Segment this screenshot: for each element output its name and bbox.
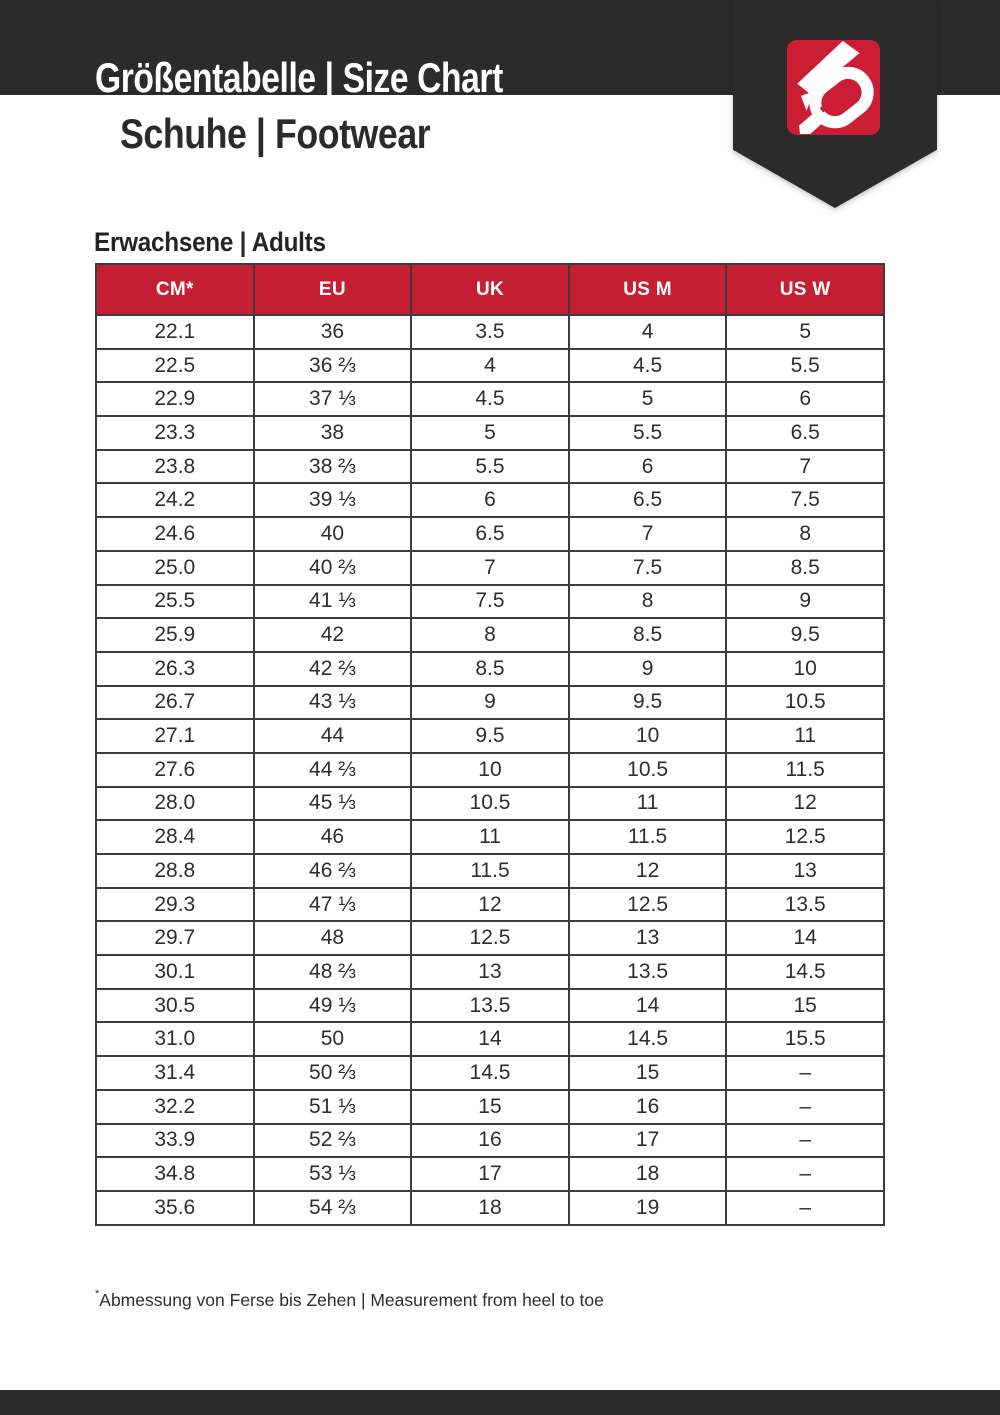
table-cell: 13.5 [569,955,727,989]
table-cell: 5 [569,382,727,416]
table-cell: 38 [254,416,412,450]
table-cell: 4 [569,315,727,349]
table-cell: 9.5 [411,719,569,753]
table-cell: 26.3 [96,652,254,686]
table-cell: 49 ⅓ [254,989,412,1023]
table-cell: 12 [569,854,727,888]
table-cell: 13 [411,955,569,989]
table-cell: 44 ⅔ [254,753,412,787]
table-cell: 6 [726,382,884,416]
table-cell: 17 [569,1124,727,1158]
table-row [96,517,884,551]
table-cell: – [726,1056,884,1090]
table-row [96,416,884,450]
table-row [96,315,884,349]
table-row [96,1157,884,1191]
table-row [96,483,884,517]
table-cell: 28.0 [96,787,254,821]
table-cell: 18 [411,1191,569,1225]
table-row [96,686,884,720]
table-cell: 4.5 [411,382,569,416]
table-cell: 9 [726,585,884,619]
table-row [96,551,884,585]
table-row [96,1022,884,1056]
table-cell: 50 [254,1022,412,1056]
table-row [96,955,884,989]
table-cell: 30.1 [96,955,254,989]
five-ten-logo-icon [787,40,880,135]
table-cell: 14 [569,989,727,1023]
table-row [96,888,884,922]
table-cell: 15 [569,1056,727,1090]
size-table [95,263,885,1226]
table-cell: 28.4 [96,820,254,854]
table-cell: 22.5 [96,349,254,383]
table-cell: 35.6 [96,1191,254,1225]
table-cell: 46 [254,820,412,854]
table-cell: 12 [726,787,884,821]
table-cell: 46 ⅔ [254,854,412,888]
table-cell: 16 [411,1124,569,1158]
table-cell: 50 ⅔ [254,1056,412,1090]
table-cell: 15 [726,989,884,1023]
table-row [96,1124,884,1158]
table-row [96,585,884,619]
table-cell: 33.9 [96,1124,254,1158]
table-cell: 6 [569,450,727,484]
table-cell: 13.5 [726,888,884,922]
page-subtitle: Schuhe | Footwear [120,110,431,157]
table-cell: 12.5 [411,921,569,955]
table-cell: 9 [569,652,727,686]
column-header: EU [254,264,412,315]
header-row [96,264,884,315]
table-cell: 5 [411,416,569,450]
table-cell: 47 ⅓ [254,888,412,922]
table-cell: 10 [411,753,569,787]
table-cell: – [726,1124,884,1158]
table-cell: 9.5 [569,686,727,720]
table-cell: 12.5 [726,820,884,854]
table-cell: 54 ⅔ [254,1191,412,1225]
table-row [96,787,884,821]
table-cell: 8.5 [411,652,569,686]
table-cell: 11.5 [569,820,727,854]
table-cell: 10 [569,719,727,753]
table-cell: 11.5 [411,854,569,888]
table-cell: 8 [569,585,727,619]
table-cell: 31.0 [96,1022,254,1056]
table-cell: 44 [254,719,412,753]
table-cell: 7.5 [726,483,884,517]
footnote-marker: * [95,1288,100,1300]
table-cell: 9 [411,686,569,720]
table-cell: 25.0 [96,551,254,585]
table-cell: 37 ⅓ [254,382,412,416]
table-cell: 23.8 [96,450,254,484]
table-cell: 5.5 [569,416,727,450]
column-header: CM* [96,264,254,315]
table-cell: 13 [569,921,727,955]
table-row [96,1191,884,1225]
table-cell: 11 [411,820,569,854]
section-heading: Erwachsene | Adults [94,227,326,257]
table-cell: – [726,1191,884,1225]
table-cell: 6.5 [726,416,884,450]
footnote-text: Abmessung von Ferse bis Zehen | Measurement from heel to toe [99,1290,604,1310]
column-header: US M [569,264,727,315]
table-cell: 25.9 [96,618,254,652]
table-cell: 14 [726,921,884,955]
table-cell: 4.5 [569,349,727,383]
table-cell: 8 [411,618,569,652]
table-cell: 13 [726,854,884,888]
size-table-body [96,315,884,1225]
table-cell: 18 [569,1157,727,1191]
table-cell: 7 [411,551,569,585]
table-cell: 27.1 [96,719,254,753]
size-table-head [96,264,884,315]
table-cell: 48 ⅔ [254,955,412,989]
table-cell: 31.4 [96,1056,254,1090]
table-cell: 28.8 [96,854,254,888]
table-cell: 10.5 [726,686,884,720]
table-cell: 9.5 [726,618,884,652]
table-row [96,1056,884,1090]
table-cell: 10.5 [411,787,569,821]
table-cell: 32.2 [96,1090,254,1124]
table-row [96,854,884,888]
footer-bar [0,1390,1000,1415]
five-ten-logo [787,40,880,135]
column-header: UK [411,264,569,315]
table-cell: 7 [569,517,727,551]
table-cell: 25.5 [96,585,254,619]
table-row [96,652,884,686]
table-cell: 7.5 [411,585,569,619]
table-cell: 41 ⅓ [254,585,412,619]
table-row [96,349,884,383]
table-row [96,382,884,416]
table-cell: 10 [726,652,884,686]
table-cell: 8.5 [726,551,884,585]
table-cell: 48 [254,921,412,955]
page-title: Größentabelle | Size Chart [95,54,503,101]
table-cell: 10.5 [569,753,727,787]
table-cell: 12.5 [569,888,727,922]
table-row [96,989,884,1023]
table-cell: 39 ⅓ [254,483,412,517]
table-cell: 16 [569,1090,727,1124]
table-cell: 51 ⅓ [254,1090,412,1124]
table-cell: 6 [411,483,569,517]
table-cell: 6.5 [411,517,569,551]
column-header: US W [726,264,884,315]
table-cell: 23.3 [96,416,254,450]
table-cell: 45 ⅓ [254,787,412,821]
table-cell: 4 [411,349,569,383]
table-cell: 36 ⅔ [254,349,412,383]
table-cell: 5 [726,315,884,349]
table-cell: 7 [726,450,884,484]
table-row [96,618,884,652]
table-cell: 11.5 [726,753,884,787]
table-cell: 53 ⅓ [254,1157,412,1191]
table-cell: 11 [569,787,727,821]
table-cell: 19 [569,1191,727,1225]
table-row [96,753,884,787]
table-row [96,921,884,955]
table-cell: 14.5 [726,955,884,989]
table-cell: 8.5 [569,618,727,652]
table-cell: 15.5 [726,1022,884,1056]
footnote [95,1290,604,1311]
table-cell: 13.5 [411,989,569,1023]
table-cell: 6.5 [569,483,727,517]
table-cell: 22.9 [96,382,254,416]
table-row [96,820,884,854]
table-cell: 14.5 [569,1022,727,1056]
table-cell: 3.5 [411,315,569,349]
table-cell: 27.6 [96,753,254,787]
table-cell: – [726,1157,884,1191]
table-cell: – [726,1090,884,1124]
table-cell: 26.7 [96,686,254,720]
table-cell: 34.8 [96,1157,254,1191]
table-cell: 40 ⅔ [254,551,412,585]
table-cell: 12 [411,888,569,922]
table-cell: 5.5 [726,349,884,383]
table-cell: 22.1 [96,315,254,349]
table-cell: 42 [254,618,412,652]
table-cell: 24.6 [96,517,254,551]
table-cell: 14.5 [411,1056,569,1090]
table-cell: 15 [411,1090,569,1124]
table-row [96,1090,884,1124]
table-cell: 30.5 [96,989,254,1023]
table-cell: 14 [411,1022,569,1056]
table-cell: 36 [254,315,412,349]
table-cell: 38 ⅔ [254,450,412,484]
table-cell: 5.5 [411,450,569,484]
table-cell: 8 [726,517,884,551]
table-row [96,450,884,484]
table-cell: 43 ⅓ [254,686,412,720]
table-cell: 40 [254,517,412,551]
table-cell: 29.3 [96,888,254,922]
table-cell: 24.2 [96,483,254,517]
table-cell: 7.5 [569,551,727,585]
table-cell: 52 ⅔ [254,1124,412,1158]
table-cell: 11 [726,719,884,753]
table-row [96,719,884,753]
table-cell: 42 ⅔ [254,652,412,686]
table-cell: 29.7 [96,921,254,955]
table-cell: 17 [411,1157,569,1191]
